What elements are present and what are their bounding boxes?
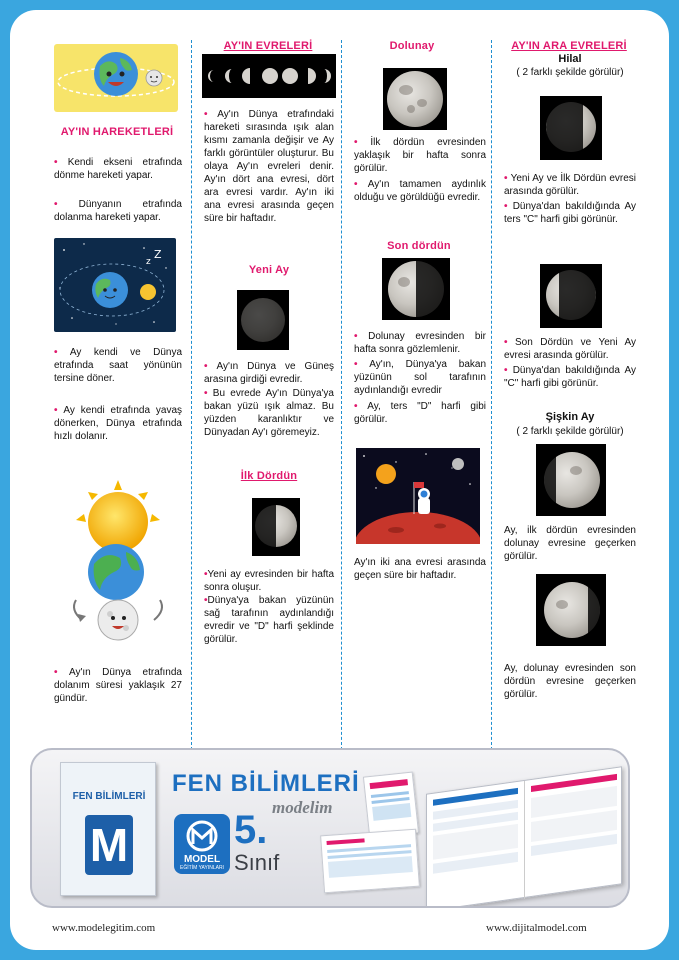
- bullet-icon: •: [504, 201, 513, 212]
- bullet-icon: •: [204, 388, 213, 399]
- paragraph: • Bu evrede Ay'ın Dünya'ya bakan yüzü ışık almaz. Bu yüzden karanlıktır ve Dünyadan Ay'ı göremeyiz.: [204, 388, 334, 438]
- paragraph: • Ay'ın Dünya etrafında dolanım süresi yaklaşık 27 gündür.: [54, 667, 182, 704]
- astronaut-on-planet-illustration: [356, 448, 480, 544]
- hilal-note: ( 2 farklı şekilde görülür): [516, 67, 624, 78]
- yeni-ay-title: Yeni Ay: [248, 264, 290, 276]
- paragraph: • Ay kendi ve Dünya etrafında saat yönünün tersine döner.: [54, 347, 183, 384]
- banner-subtitle: modelim: [272, 798, 333, 817]
- siskin-ay-title: Şişkin Ay: [545, 411, 595, 423]
- paragraph: • Son Dördün ve Yeni Ay evresi arasında görülür.: [504, 337, 636, 361]
- son-dordun-title: Son dördün: [387, 240, 451, 252]
- bullet-icon: •: [204, 361, 217, 372]
- waning-gibbous-photo: [536, 574, 606, 646]
- paragraph: Ay'ın iki ana evresi arasında geçen süre bir haftadır.: [354, 557, 486, 581]
- logo-text: MODEL: [183, 854, 221, 865]
- waxing-gibbous-photo: [536, 444, 606, 516]
- hilal-title: Hilal: [558, 53, 582, 65]
- footer-link-modelegitim[interactable]: www.modelegitim.com: [52, 922, 156, 934]
- bullet-icon: •: [354, 179, 368, 190]
- book-cover-title: FEN BİLİMLERİ: [72, 791, 146, 802]
- paragraph: • Ay'ın Dünya ve Güneş arasına girdiği evredir.: [204, 361, 334, 385]
- paragraph: • Yeni Ay ve İlk Dördün evresi arasında görülür.: [504, 173, 636, 197]
- sun-earth-moon-illustration: [68, 480, 168, 650]
- bullet-icon: •: [354, 331, 369, 342]
- bullet-icon: •: [354, 359, 370, 370]
- new-moon-photo: [237, 290, 289, 350]
- worksheet-spread-thumbnail: [426, 766, 622, 908]
- last-quarter-moon-photo: [382, 258, 450, 320]
- column-divider: [491, 40, 492, 765]
- paragraph: • Dünya'dan bakıldığında Ay "C" harfi gibi görünür.: [504, 365, 637, 389]
- bullet-icon: •: [354, 401, 368, 412]
- banner-title: FEN BİLİMLERİ: [172, 770, 360, 797]
- bullet-icon: •: [54, 347, 70, 358]
- paragraph: •Yeni ay evresinden bir hafta sonra oluşur.: [204, 569, 334, 593]
- paragraph: Ay, dolunay evresinden son dördün evresine geçerken görülür.: [504, 663, 636, 700]
- waxing-crescent-photo: [540, 96, 602, 160]
- bullet-icon: •: [504, 173, 511, 184]
- column-divider: [191, 40, 192, 765]
- ilk-dordun-title: İlk Dördün: [240, 470, 298, 482]
- bullet-icon: •: [54, 157, 68, 168]
- book-spread-thumbnail: [320, 829, 420, 894]
- paragraph: • Ay'ın Dünya etrafındaki hareketi sırasında ışık alan kısmı zamanla değişir ve Ay farklı görüntüler oluşturur. Bu olaya Ay'ın evreleri denir. Ay'ın dört ana evresi, dört ara evresi vardır. Ay'ın iki ana evresi arasında geçen süre bir haftadır.: [204, 109, 334, 224]
- paragraph: Ay, ilk dördün evresinden dolunay evresine geçerken görülür.: [504, 525, 636, 562]
- svg-text:Z: Z: [154, 248, 162, 261]
- full-moon-photo: [383, 68, 447, 130]
- bullet-icon: •: [504, 365, 513, 376]
- section-heading-moon-motions: AY'IN HAREKETLERİ: [60, 126, 174, 138]
- paragraph: • Dünyanın etrafında dolanma hareketi yapar.: [54, 199, 182, 223]
- bullet-icon: •: [354, 137, 371, 148]
- paragraph: • İlk dördün evresinden yaklaşık bir hafta sonra görülür.: [354, 137, 486, 174]
- book-cover: [60, 762, 156, 896]
- bullet-icon: •: [54, 667, 69, 678]
- bullet-icon: •: [54, 199, 79, 210]
- column-divider: [341, 40, 342, 765]
- bullet-icon: •: [54, 405, 64, 416]
- svg-text:z: z: [146, 257, 151, 267]
- section-heading-moon-phases: AY'IN EVRELERİ: [223, 40, 313, 52]
- paragraph: • Ay, ters "D" harfi gibi görülür.: [354, 401, 486, 425]
- first-quarter-moon-photo: [252, 498, 300, 556]
- footer-link-dijitalmodel[interactable]: www.dijitalmodel.com: [486, 922, 587, 934]
- grade-word: Sınıf: [234, 850, 280, 875]
- paragraph: • Ay'ın tamamen aydınlık olduğu ve görüldüğü evredir.: [354, 179, 486, 203]
- siskin-ay-note: ( 2 farklı şekilde görülür): [516, 426, 624, 437]
- waning-crescent-photo: [540, 264, 602, 328]
- bullet-icon: •: [204, 595, 208, 606]
- paragraph: • Dünya'dan bakıldığında Ay ters "C" harfi gibi görünür.: [504, 201, 637, 225]
- model-logo: [174, 814, 230, 874]
- paragraph: • Ay'ın, Dünya'ya bakan yüzünün sol tarafının aydınlandığı evredir: [354, 359, 487, 396]
- paragraph: • Ay kendi etrafında yavaş dönerken, Dünya etrafında hızlı dolanır.: [54, 405, 183, 442]
- book-cover-mark: M: [85, 815, 133, 875]
- earth-moon-orbit-illustration: [54, 44, 178, 112]
- paragraph: • Kendi ekseni etrafında dönme hareketi yapar.: [54, 157, 183, 181]
- bullet-icon: •: [204, 109, 218, 120]
- moon-phases-strip-photo: [202, 54, 336, 98]
- bullet-icon: •: [504, 337, 515, 348]
- earth-sun-space-illustration: [54, 238, 176, 332]
- paragraph: •Dünya'ya bakan yüzünün sağ tarafının aydınlandığı evredir ve "D" harfi şeklinde görülür.: [204, 595, 334, 645]
- section-heading-intermediate-phases: AY'IN ARA EVRELERİ: [511, 40, 627, 52]
- bullet-icon: •: [204, 569, 208, 580]
- paragraph: • Dolunay evresinden bir hafta sonra gözlemlenir.: [354, 331, 486, 355]
- grade-number: 5.: [234, 808, 268, 852]
- advertisement-banner[interactable]: [30, 748, 630, 908]
- logo-subtext: EĞİTİM YAYINLARI: [180, 865, 224, 871]
- dolunay-title: Dolunay: [389, 40, 435, 52]
